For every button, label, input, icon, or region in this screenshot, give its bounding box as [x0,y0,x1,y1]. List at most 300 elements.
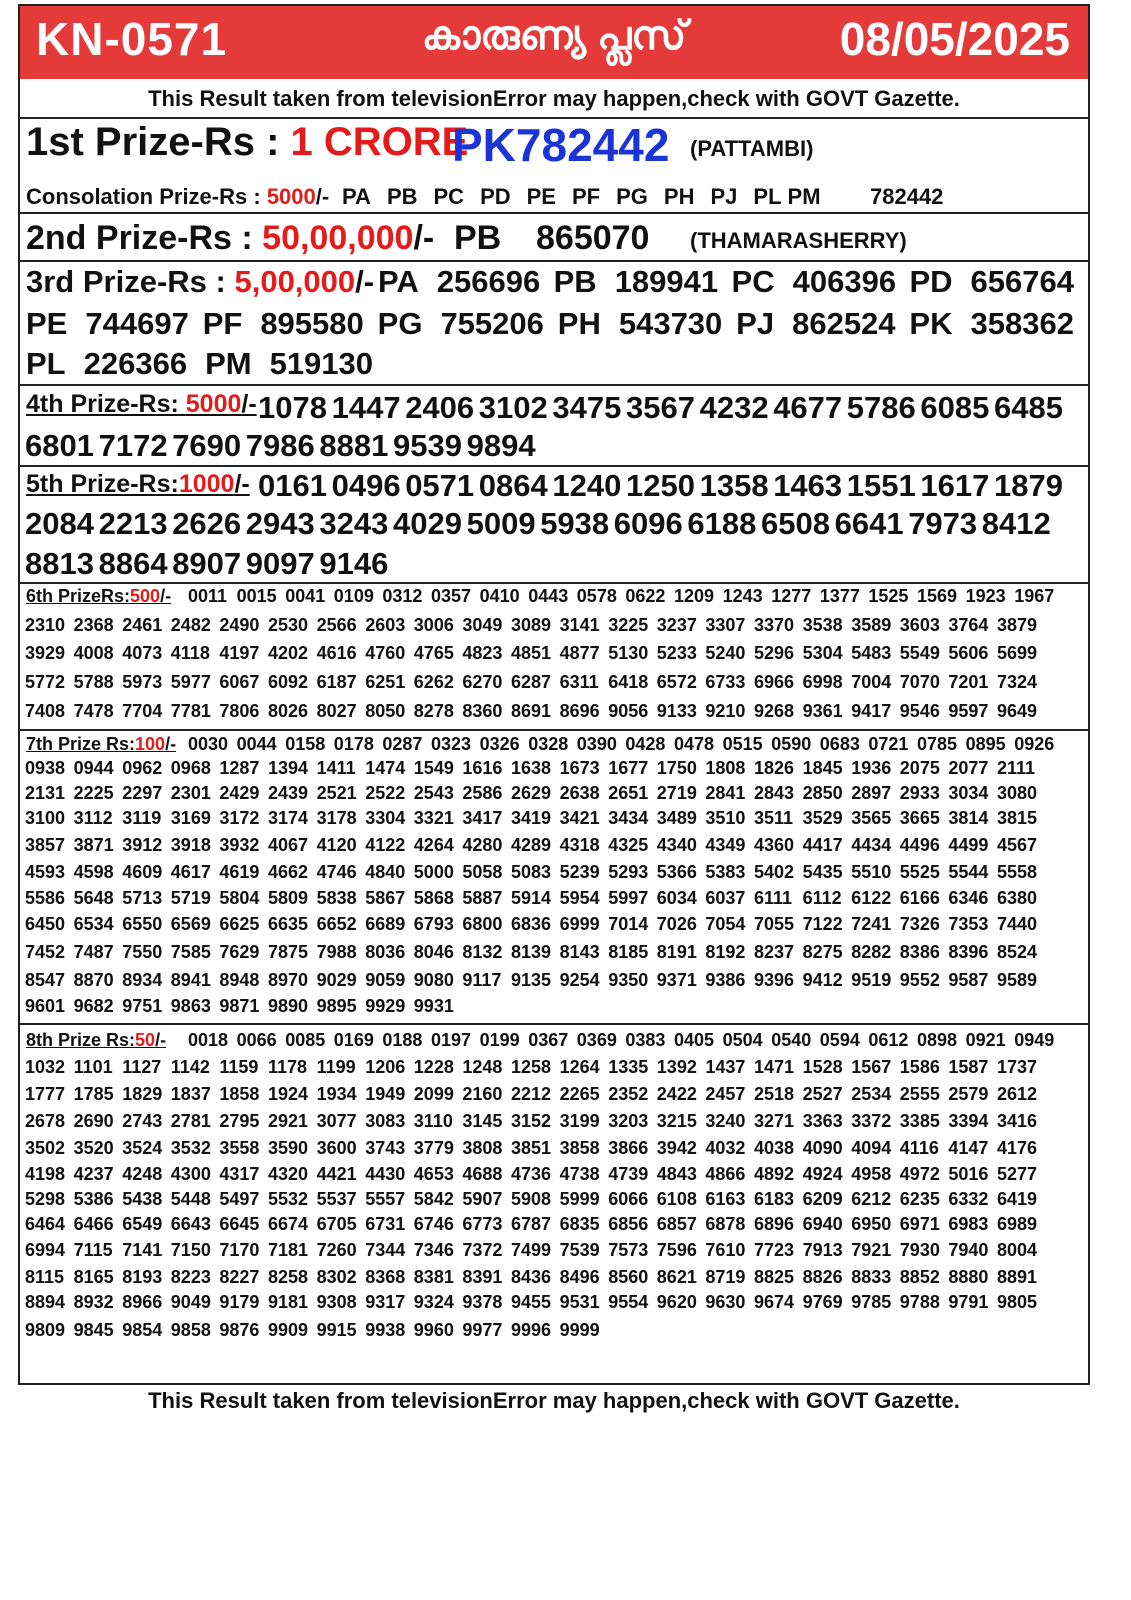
seventh-prize-label: 7th Prize Rs: [26,734,136,754]
ticket-number: 5786 [846,390,916,425]
ticket-number: 6466 [73,1214,114,1234]
ticket-number: 3918 [170,835,211,855]
ticket-number: 2743 [122,1111,163,1131]
divider [20,582,1088,584]
ticket-number: 1737 [997,1057,1038,1077]
ticket-number: 4677 [773,390,843,425]
ticket-number: 256696 [436,264,541,299]
ticket-number: 3077 [316,1111,357,1131]
ticket-number: 755206 [440,306,544,341]
ticket-number: 6508 [761,506,830,541]
ticket-number: 1032 [25,1057,66,1077]
ticket-number: 0428 [625,734,666,754]
number-row [20,783,1088,805]
ticket-number: 7115 [73,1240,113,1260]
ticket-number: 5558 [997,862,1038,882]
ticket-number: 7260 [316,1240,357,1260]
third-prize-suffix: /- [355,264,375,299]
ticket-number: 4866 [705,1164,746,1184]
first-prize-ticket: PK782442 [452,119,670,171]
ticket-number: 3743 [365,1138,406,1158]
ticket-number: 0030 [188,734,229,754]
ticket-number: 8046 [413,942,454,962]
ticket-number: 1528 [802,1057,843,1077]
ticket-number: 3169 [170,808,211,828]
ticket-number: 4760 [365,643,406,663]
ticket-number: 1411 [316,758,356,778]
ticket-number: 4499 [948,835,989,855]
number-row [20,1267,1088,1289]
ticket-number: 7988 [316,942,357,962]
ticket-number: 6235 [899,1189,940,1209]
ticket-number: 2850 [802,783,843,803]
ticket-number: 6966 [754,672,795,692]
ticket-number: 8547 [25,970,66,990]
ticket-number: 7070 [899,672,940,692]
ticket-number: 7986 [245,428,315,463]
ticket-number: 7499 [511,1240,552,1260]
ticket-number: 6998 [802,672,843,692]
ticket-number: 5402 [754,862,795,882]
ticket-number: 2566 [316,615,357,635]
ticket-number: 4430 [365,1164,406,1184]
ticket-number: 4851 [511,643,552,663]
ticket-number: 5549 [899,643,940,663]
ticket-number: 6625 [219,914,260,934]
ticket-number: 6994 [25,1240,66,1260]
ticket-number: 4736 [511,1164,552,1184]
ticket-number: 1845 [802,758,843,778]
divider [20,1023,1088,1025]
ticket-number: 8139 [511,942,552,962]
ticket-number: 6332 [948,1189,989,1209]
ticket-number: 9863 [170,996,211,1016]
divider [20,465,1088,467]
ticket-number: 9938 [365,1320,406,1340]
ticket-number: 9915 [316,1320,357,1340]
ticket-number: 4619 [219,862,260,882]
ticket-number: 3304 [365,808,406,828]
ticket-number: 6380 [997,888,1038,908]
draw-date: 08/05/2025 [839,13,1070,65]
ticket-number: 8278 [413,701,454,721]
ticket-number: 6034 [656,888,697,908]
ticket-number: 5525 [899,862,940,882]
ticket-number: 5544 [948,862,989,882]
ticket-number: 0968 [170,758,211,778]
ticket-number: 7026 [656,914,697,934]
ticket-number: 1837 [170,1084,211,1104]
ticket-number: 7344 [365,1240,406,1260]
ticket-number: 4248 [122,1164,163,1184]
ticket-number: 6983 [948,1214,989,1234]
ticket-number: 4617 [170,862,211,882]
ticket-number: 0287 [382,734,423,754]
ticket-number: 5557 [365,1189,406,1209]
ticket-number: 0921 [965,1030,1006,1050]
ticket-number: 9597 [948,701,989,721]
ticket-number: 3385 [899,1111,940,1131]
ticket-number: 9769 [802,1292,843,1312]
series-code: PH [557,306,601,341]
ticket-number: 0015 [236,586,277,606]
ticket-number: 4958 [851,1164,892,1184]
ticket-number: 8436 [511,1267,552,1287]
ticket-number: 358362 [970,306,1074,341]
ticket-number: 5868 [413,888,454,908]
ticket-number: 5606 [948,643,989,663]
ticket-number: 5887 [462,888,503,908]
ticket-number: 3416 [997,1111,1038,1131]
ticket-number: 9999 [559,1320,600,1340]
eighth-prize-amount: 50 [135,1030,156,1050]
ticket-number: 1250 [626,468,695,503]
ticket-number: 3565 [851,808,892,828]
ticket-number: 406396 [792,264,897,299]
ticket-number: 4094 [851,1138,892,1158]
ticket-number: 2310 [25,615,66,635]
ticket-number: 5699 [997,643,1038,663]
ticket-number: 2111 [997,758,1036,778]
ticket-number: 1463 [773,468,843,503]
ticket-number: 7913 [802,1240,843,1260]
ticket-number: 3006 [413,615,454,635]
ticket-number: 4593 [25,862,66,882]
ticket-number: 3858 [559,1138,600,1158]
ticket-number: 7973 [908,506,978,541]
ticket-number: 3567 [626,390,695,425]
ticket-entry [378,264,540,300]
ticket-number: 2781 [170,1111,211,1131]
fourth-prize-label: 4th Prize-Rs: [26,390,179,418]
ticket-number: 3172 [219,808,260,828]
ticket-number: 4598 [73,862,114,882]
ticket-number: 2719 [656,783,697,803]
ticket-number: 0504 [722,1030,763,1050]
ticket-number: 6549 [122,1214,163,1234]
ticket-number: 0496 [331,468,401,503]
ticket-number: 4116 [899,1138,939,1158]
ticket-number: 1616 [462,758,503,778]
ticket-number: 5867 [365,888,406,908]
ticket-number: 8191 [656,942,697,962]
series-code: PK [909,306,953,341]
ticket-number: 4067 [268,835,309,855]
ticket-number: 0785 [917,734,958,754]
ticket-number: 4264 [413,835,454,855]
ticket-number: 0085 [285,1030,326,1050]
ticket-number: 9601 [25,996,66,1016]
ticket-number: 2352 [608,1084,649,1104]
ticket-number: 8302 [316,1267,357,1287]
ticket-number: 4120 [316,835,357,855]
ticket-entry [378,306,544,342]
ticket-number: 3199 [559,1111,600,1131]
ticket-number: 2297 [122,783,163,803]
ticket-number: 4609 [122,862,163,882]
ticket-number: 1924 [268,1084,309,1104]
ticket-number: 3912 [122,835,163,855]
ticket-number: 0590 [771,734,812,754]
ticket-number: 6251 [365,672,406,692]
ticket-number: 3178 [316,808,357,828]
number-row [20,1240,1088,1262]
ticket-number: 4688 [462,1164,503,1184]
ticket-number: 0011 [188,586,228,606]
series-code: PA [378,264,419,299]
ticket-number: 1240 [552,468,622,503]
ticket-number: 2579 [948,1084,989,1104]
ticket-number: 5435 [802,862,843,882]
series-code: PD [909,264,953,299]
ticket-number: 6550 [122,914,163,934]
ticket-entry [558,306,723,342]
ticket-number: 1447 [331,390,401,425]
ticket-number: 7690 [172,428,242,463]
ticket-number: 2131 [25,783,66,803]
ticket-number: 2603 [365,615,406,635]
ticket-number: 3307 [705,615,746,635]
ticket-number: 6066 [608,1189,649,1209]
ticket-number: 3145 [462,1111,503,1131]
fifth-prize-suffix: /- [234,470,250,498]
ticket-number: 2555 [899,1084,940,1104]
ticket-number: 7806 [219,701,260,721]
ticket-number: 9097 [245,546,315,581]
ticket-number: 8496 [559,1267,600,1287]
ticket-number: 4118 [170,643,210,663]
ticket-number: 5973 [122,672,163,692]
second-prize-label: 2nd Prize-Rs : [26,219,253,257]
series-code: PC [731,264,775,299]
ticket-number: 4008 [73,643,114,663]
ticket-number: 6835 [559,1214,600,1234]
ticket-number: 6187 [316,672,357,692]
consolation-amount: 5000 [266,184,316,209]
ticket-number: 3558 [219,1138,260,1158]
ticket-number: 2543 [413,783,454,803]
consolation-suffix: /- [315,184,330,209]
ticket-entry [203,306,364,342]
series-code: PL [753,184,782,209]
second-prize-suffix: /- [413,219,435,257]
ticket-number: 9029 [316,970,357,990]
ticket-number: 0158 [285,734,326,754]
number-row [20,1320,1088,1342]
ticket-number: 8381 [413,1267,454,1287]
ticket-number: 6674 [268,1214,309,1234]
ticket-number: 0199 [479,1030,520,1050]
series-code: PC [433,184,465,209]
ticket-number: 0612 [868,1030,909,1050]
ticket-number: 5907 [462,1189,503,1209]
series-code: PG [377,306,423,341]
ticket-number: 6096 [613,506,683,541]
ticket-number: 6166 [899,888,940,908]
ticket-number: 1287 [219,758,260,778]
ticket-number: 9894 [466,428,536,463]
ticket-number: 4496 [899,835,940,855]
ticket-number: 9080 [413,970,454,990]
ticket-number: 2943 [245,506,315,541]
ticket-number: 9455 [511,1292,552,1312]
ticket-number: 1258 [511,1057,552,1077]
ticket-number: 2897 [851,783,892,803]
divider [20,729,1088,731]
ticket-number: 3779 [413,1138,454,1158]
ticket-number: 3152 [511,1111,552,1131]
ticket-number: 8227 [219,1267,260,1287]
ticket-number: 3112 [73,808,113,828]
ticket-number: 1471 [754,1057,795,1077]
ticket-number: 4877 [559,643,600,663]
ticket-number: 1549 [413,758,454,778]
ticket-number: 8826 [802,1267,843,1287]
ticket-number: 6450 [25,914,66,934]
ticket-number: 3871 [73,835,114,855]
ticket-number: 3538 [802,615,843,635]
third-prize-amount: 5,00,000 [234,264,356,299]
ticket-number: 1587 [948,1057,989,1077]
ticket-number: 4662 [268,862,309,882]
ticket-number: 9531 [559,1292,600,1312]
ticket-number: 8941 [170,970,211,990]
ticket-number: 0540 [771,1030,812,1050]
ticket-number: 5438 [122,1189,163,1209]
ticket-number: 0944 [73,758,114,778]
ticket-number: 6857 [656,1214,697,1234]
ticket-number: 8115 [25,1267,65,1287]
ticket-number: 6733 [705,672,746,692]
ticket-number: 9308 [316,1292,357,1312]
ticket-number: 9895 [316,996,357,1016]
series-code: PM [787,184,821,209]
ticket-number: 7539 [559,1240,600,1260]
third-prize-row-1 [378,264,1074,300]
ticket-number: 0383 [625,1030,666,1050]
series-code: PH [663,184,695,209]
ticket-number: 8026 [268,701,309,721]
ticket-number: 5483 [851,643,892,663]
ticket-number: 9317 [365,1292,406,1312]
ticket-number: 0515 [722,734,763,754]
ticket-number: 1777 [25,1084,66,1104]
ticket-number: 0578 [576,586,617,606]
ticket-number: 9996 [511,1320,552,1340]
ticket-number: 0571 [405,468,475,503]
ticket-number: 4840 [365,862,406,882]
ticket-number: 8560 [608,1267,649,1287]
ticket-number: 2225 [73,783,114,803]
ticket-number: 3049 [462,615,503,635]
ticket-number: 6940 [802,1214,843,1234]
first-prize-place: (PATTAMBI) [690,136,814,161]
draw-code: KN-0571 [36,13,228,65]
ticket-number: 6641 [834,506,904,541]
ticket-number: 6801 [25,428,94,463]
ticket-number: 1567 [851,1057,892,1077]
first-prize-amount: 1 CRORE [290,120,469,164]
ticket-number: 1936 [851,758,892,778]
ticket-number: 5016 [948,1164,989,1184]
consolation-number: 782442 [870,184,944,209]
ticket-number: 0326 [479,734,520,754]
ticket-number: 0066 [236,1030,277,1050]
ticket-number: 9117 [462,970,502,990]
ticket-number: 9871 [219,996,260,1016]
ticket-number: 4421 [316,1164,357,1184]
ticket-number: 9854 [122,1320,163,1340]
ticket-number: 2099 [413,1084,454,1104]
ticket-number: 7723 [754,1240,795,1260]
number-row [20,1084,1088,1106]
ticket-number: 6773 [462,1214,503,1234]
ticket-number: 3815 [997,808,1038,828]
ticket-number: 3083 [365,1111,406,1131]
ticket-number: 4349 [705,835,746,855]
ticket-number: 3421 [559,808,600,828]
ticket-number: 6793 [413,914,454,934]
ticket-entry [909,306,1074,342]
ticket-number: 5999 [559,1189,600,1209]
ticket-number: 0926 [1014,734,1055,754]
ticket-number: 1750 [656,758,697,778]
ticket-number: 2522 [365,783,406,803]
number-row [20,862,1088,884]
ticket-number: 9268 [754,701,795,721]
ticket-number: 9539 [393,428,462,463]
ticket-number: 6731 [365,1214,406,1234]
series-code: PJ [736,306,775,341]
ticket-number: 7150 [170,1240,211,1260]
ticket-number: 2629 [511,783,552,803]
ticket-number: 3141 [559,615,600,635]
ticket-number: 2678 [25,1111,66,1131]
ticket-number: 6896 [754,1214,795,1234]
ticket-number: 0161 [258,468,327,503]
bottom-notice: This Result taken from televisionError may happen,check with GOVT Gazette. [148,1388,960,1413]
ticket-number: 5788 [73,672,114,692]
ticket-number: 3419 [511,808,552,828]
ticket-number: 1525 [868,586,909,606]
ticket-number: 8948 [219,970,260,990]
ticket-number: 4073 [122,643,163,663]
ticket-number: 5293 [608,862,649,882]
ticket-number: 0312 [382,586,423,606]
ticket-number: 7055 [754,914,795,934]
ticket-number: 5719 [170,888,211,908]
ticket-number: 4924 [802,1164,843,1184]
ticket-number: 3764 [948,615,989,635]
ticket-number: 3119 [122,808,162,828]
ticket-number: 5914 [511,888,552,908]
ticket-number: 4972 [899,1164,940,1184]
ticket-number: 226366 [83,346,188,381]
ticket-number: 3851 [511,1138,552,1158]
ticket-number: 0683 [819,734,860,754]
number-row [20,1292,1088,1314]
ticket-number: 7550 [122,942,163,962]
ticket-number: 0367 [528,1030,569,1050]
ticket-number: 1808 [705,758,746,778]
ticket-number: 9589 [997,970,1038,990]
number-row [20,1214,1088,1236]
ticket-number: 9056 [608,701,649,721]
ticket-number: 5938 [540,506,610,541]
ticket-number: 7781 [170,701,211,721]
ticket-number: 1394 [268,758,309,778]
second-prize-series: PB [454,219,502,257]
